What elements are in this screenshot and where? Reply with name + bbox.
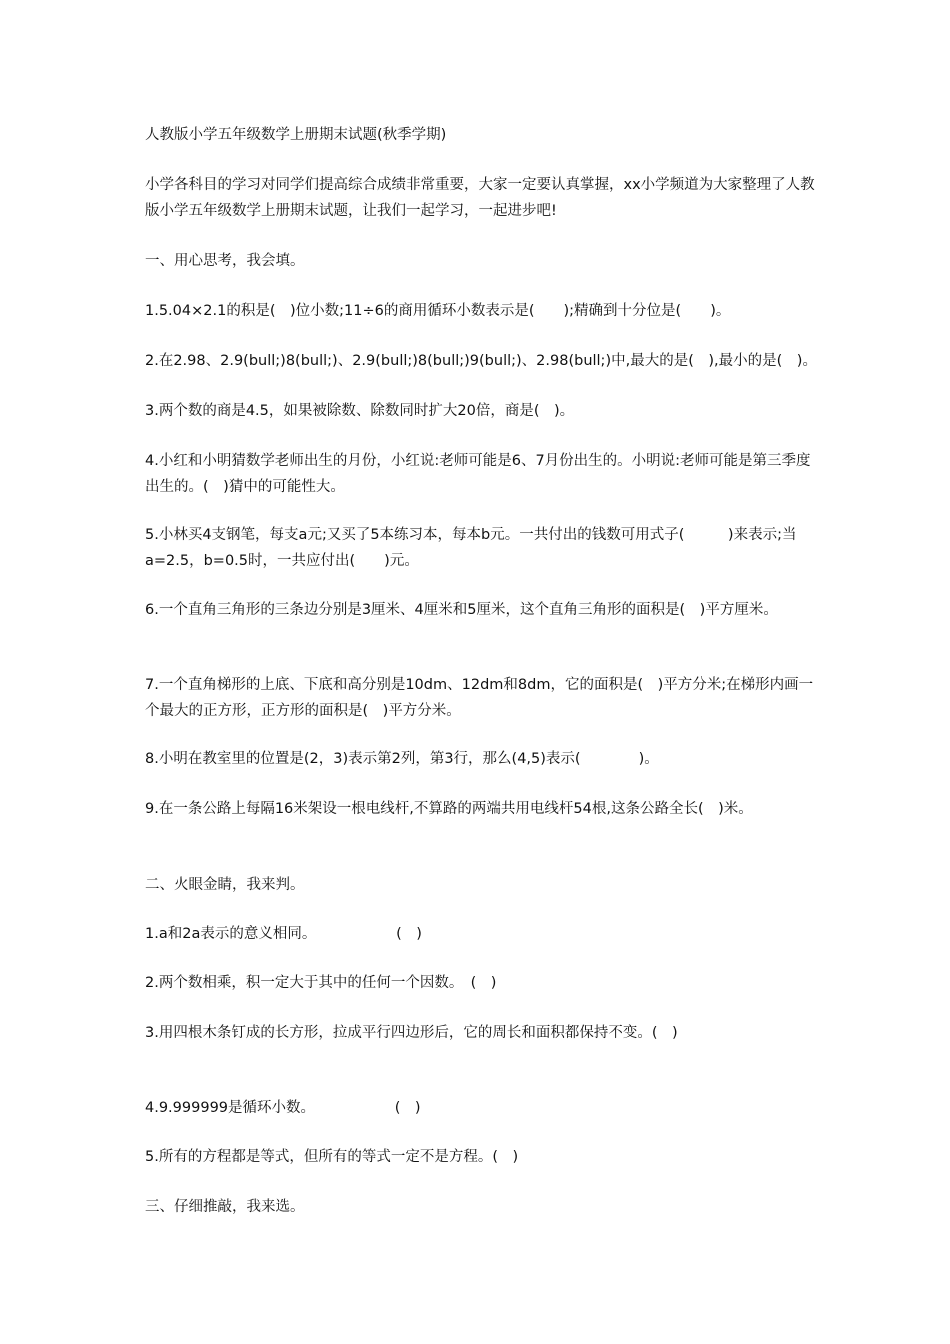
question-1-9: 9.在一条公路上每隔16米架设一根电线杆,不算路的两端共用电线杆54根,这条公路全长( )米。 xyxy=(145,801,753,817)
judge-2-1: 1.a和2a表示的意义相同。 ( ) xyxy=(145,926,422,942)
judge-2-3: 3.用四根木条钉成的长方形，拉成平行四边形后，它的周长和面积都保持不变。( ) xyxy=(145,1025,678,1041)
question-1-7: 7.一个直角梯形的上底、下底和高分别是10dm、12dm和8dm，它的面积是( )平方分米;在梯形内画一个最大的正方形，正方形的面积是( )平方分米。 xyxy=(145,677,814,719)
question-1-1: 1.5.04×2.1的积是( )位小数;11÷6的商用循环小数表示是( );精确到十分位是( )。 xyxy=(145,303,731,319)
section-1-heading: 一、用心思考，我会填。 xyxy=(145,253,305,269)
intro-paragraph: 小学各科目的学习对同学们提高综合成绩非常重要，大家一定要认真掌握，xx小学频道为大家整理了人教版小学五年级数学上册期末试题，让我们一起学习，一起进步吧! xyxy=(145,177,815,219)
section-3-heading: 三、仔细推敲，我来选。 xyxy=(145,1199,305,1215)
judge-2-4: 4.9.999999是循环小数。 ( ) xyxy=(145,1100,421,1116)
doc-title: 人教版小学五年级数学上册期末试题(秋季学期) xyxy=(145,127,447,143)
question-1-8: 8.小明在教室里的位置是(2，3)表示第2列，第3行，那么(4,5)表示( )。 xyxy=(145,751,659,767)
question-1-2: 2.在2.98、2.9(bull;)8(bull;)、2.9(bull;)8(bull;)9(bull;)、2.98(bull;)中,最大的是( ),最小的是( )。 xyxy=(145,353,817,369)
question-1-6: 6.一个直角三角形的三条边分别是3厘米、4厘米和5厘米，这个直角三角形的面积是( )平方厘米。 xyxy=(145,602,778,618)
question-1-5: 5.小林买4支钢笔，每支a元;又买了5本练习本，每本b元。一共付出的钱数可用式子( )来表示;当a=2.5，b=0.5时，一共应付出( )元。 xyxy=(145,527,797,569)
judge-2-2: 2.两个数相乘，积一定大于其中的任何一个因数。 ( ) xyxy=(145,975,497,991)
section-2-heading: 二、火眼金睛，我来判。 xyxy=(145,877,305,893)
question-1-3: 3.两个数的商是4.5，如果被除数、除数同时扩大20倍，商是( )。 xyxy=(145,403,575,419)
question-1-4: 4.小红和小明猜数学老师出生的月份，小红说:老师可能是6、7月份出生的。小明说:老师可能是第三季度出生的。( )猜中的可能性大。 xyxy=(145,453,811,495)
judge-2-5: 5.所有的方程都是等式，但所有的等式一定不是方程。( ) xyxy=(145,1149,519,1165)
